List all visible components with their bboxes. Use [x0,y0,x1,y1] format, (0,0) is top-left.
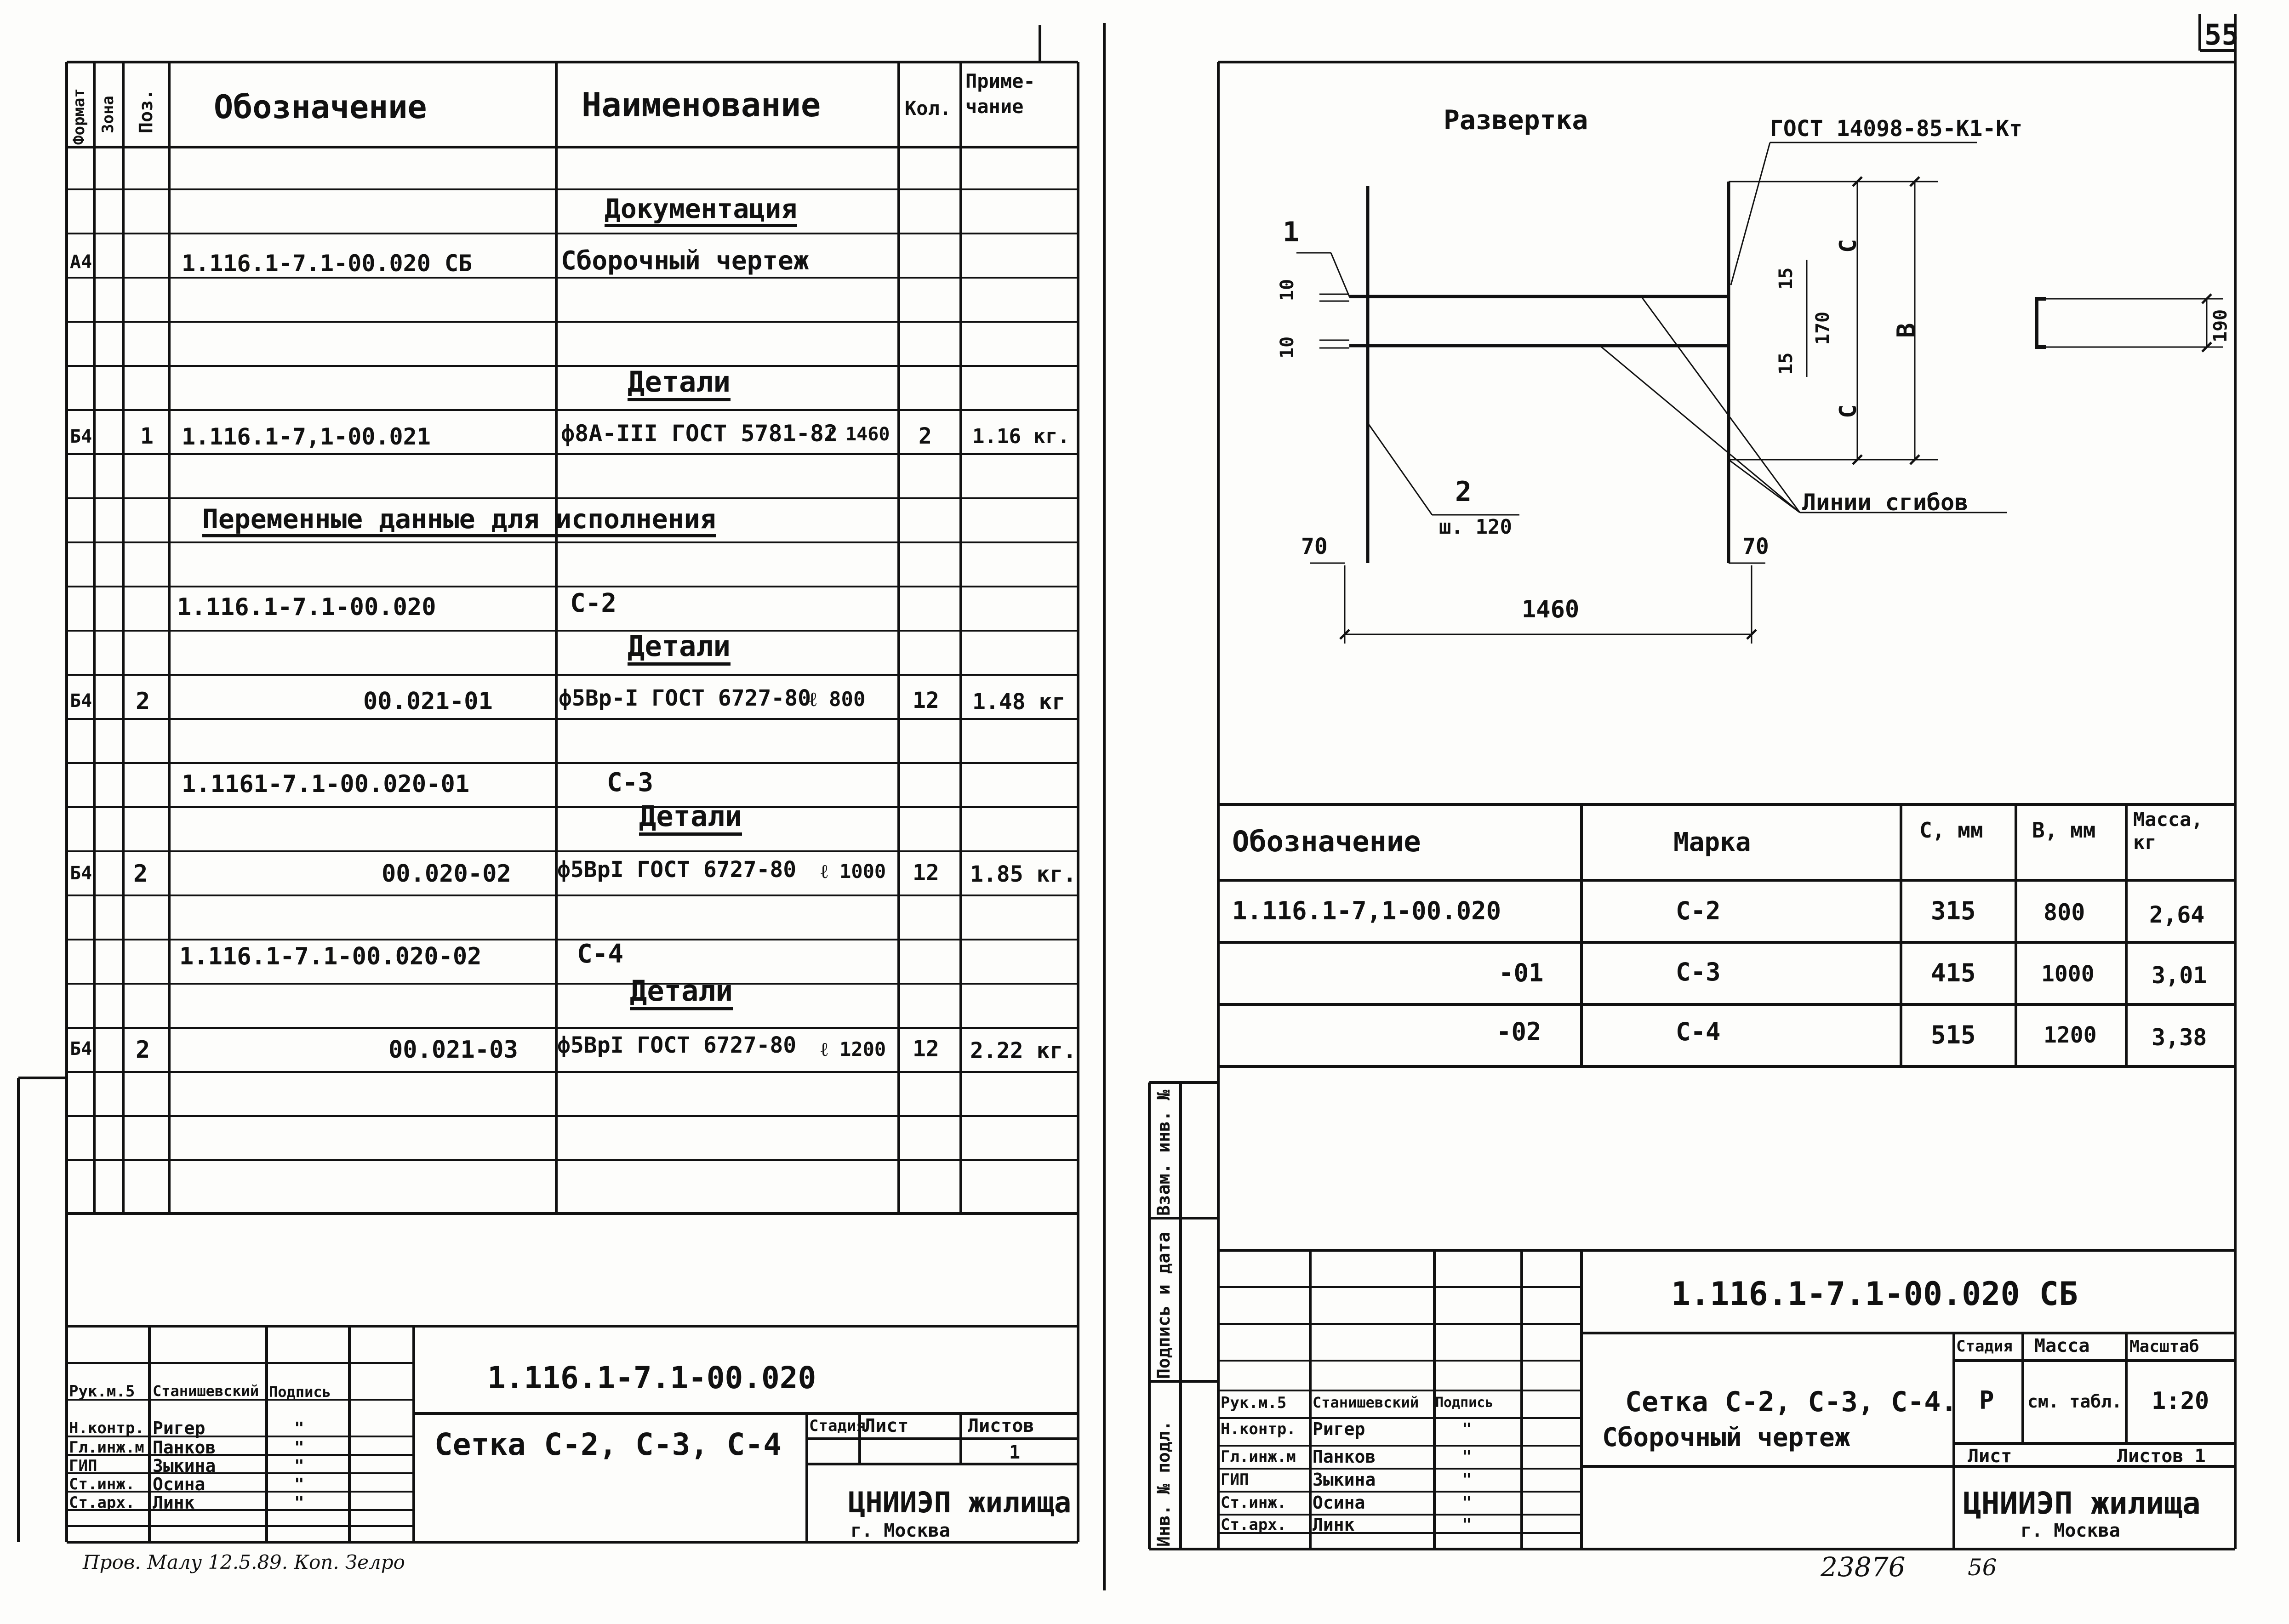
header-qty: Кол. [905,97,952,120]
dim-10-top: 10 [1277,279,1298,301]
table-cell-c: 315 [1931,896,1976,925]
variant-row-designation: 00.021-03 [388,1036,518,1064]
table-header-b: В, мм [2032,818,2096,843]
table-cell-mark: С-3 [1676,957,1721,986]
table-cell-b: 1200 [2044,1022,2097,1048]
sign-mark: " [1462,1493,1472,1512]
variant-row-format: Б4 [70,690,92,712]
sheets-label: Листов 1 [2117,1446,2206,1467]
detail-format: Б4 [70,426,92,447]
gost-label: ГОСТ 14098-85-К1-Кт [1770,116,2023,142]
role: ГИП [1221,1470,1249,1489]
variant-row-designation: 00.020-02 [382,860,511,888]
table-header-mass: Масса, кг [2133,808,2203,854]
header-note: Приме-чание [965,70,1035,118]
variant-row-length: ℓ 1000 [821,860,886,883]
name: Панков [153,1437,216,1458]
sign-mark: " [294,1438,304,1457]
name: Панков [1313,1447,1376,1467]
side-label-replaces: Взам. инв. № [1153,1089,1174,1216]
variant-mark: С-3 [607,768,654,798]
variant-mark: С-4 [577,939,624,969]
variant-row-note: 2.22 кг. [970,1038,1077,1064]
doc-designation: 1.116.1-7.1-00.020 СБ [182,250,473,277]
detail-note: 1.16 кг. [972,425,1070,448]
header-format: Формат [70,88,88,145]
table-cell-mass: 2,64 [2149,901,2205,928]
dim-c-top: С [1835,239,1861,253]
header-pos: Поз. [136,89,157,133]
variant-row-qty: 12 [913,860,939,886]
approval-note: Пров. Малу 12.5.89. Коп. Зелро [83,1551,405,1573]
variant-row-note: 1.85 кг. [970,861,1077,887]
dim-15-bottom: 15 [1775,352,1797,375]
role: Ст.инж. [69,1475,135,1493]
scale-value: 1:20 [2152,1387,2209,1415]
table-cell-mass: 3,01 [2152,962,2207,989]
sign-mark: " [294,1493,304,1512]
detail-pos: 1 [140,423,154,449]
table-cell-designation: 1.116.1-7,1-00.020 [1232,896,1501,925]
name: Линк [153,1493,195,1513]
table-cell-b: 800 [2044,899,2085,926]
name: Зыкина [1313,1470,1376,1490]
table-header-c: С, мм [1919,818,1983,843]
dim-1460: 1460 [1522,596,1580,623]
variant-row-pos: 2 [136,1036,150,1064]
sign-mark: " [1462,1516,1472,1534]
variant-row-name: ф5Вр-I ГОСТ 6727-80 [559,685,811,711]
org-city: г. Москва [851,1520,950,1541]
dim-70-right: 70 [1742,534,1769,559]
sheets-label: Листов [968,1415,1034,1436]
name: Ригер [153,1418,205,1438]
org-name: ЦНИИЭП жилища [848,1486,1072,1519]
variant-mark: С-2 [570,588,617,618]
variant-row-designation: 00.021-01 [363,688,493,715]
sign-mark: " [294,1419,304,1438]
table-cell-designation: -02 [1496,1017,1541,1046]
sign-mark: " [1462,1420,1472,1439]
variant-row-length: ℓ 800 [809,688,866,711]
table-cell-mark: С-2 [1676,896,1721,925]
sign-header: Подпись [1435,1395,1494,1411]
name: Ригер [1313,1419,1365,1439]
dim-70-left: 70 [1301,534,1328,559]
pos2-spacing: ш. 120 [1439,515,1512,539]
mass-value: см. табл. [2027,1391,2122,1412]
role: Рук.м.5 [1221,1394,1287,1412]
page-number: 55 [2204,18,2239,51]
table-cell-b: 1000 [2041,961,2095,987]
drawing-title: Развертка [1444,104,1588,136]
doc-name: Сборочный чертеж [561,246,809,276]
bend-lines-label: Линии сгибов [1802,489,1969,516]
role: Ст.инж. [1221,1493,1287,1512]
pos1-label: 1 [1283,216,1300,248]
role: Ст.арх. [69,1493,135,1512]
header-designation: Обозначение [214,88,427,126]
detail-name: ф8А-III ГОСТ 5781-82 [561,420,838,447]
variant-row-length: ℓ 1200 [821,1038,886,1060]
footer-inventory-number: 23876 [1821,1551,1906,1583]
variant-row-note: 1.48 кг [972,689,1066,715]
org-name: ЦНИИЭП жилища [1963,1486,2201,1521]
name: Станишевский [1313,1394,1419,1411]
detail-designation: 1.116.1-7,1-00.021 [182,423,431,450]
variant-section: Детали [639,802,742,836]
left-doc-code: 1.116.1-7.1-00.020 [487,1360,816,1396]
table-cell-c: 415 [1931,958,1976,987]
variant-row-name: ф5ВрI ГОСТ 6727-80 [557,857,797,883]
dim-b: В [1892,323,1921,338]
variant-row-pos: 2 [133,860,148,888]
dim-c-bottom: С [1835,404,1861,418]
role: Рук.м.5 [69,1382,135,1401]
name: Осина [153,1474,205,1494]
variant-row-format: Б4 [70,863,92,884]
variant-section: Детали [630,977,733,1010]
section-documentation: Документация [605,195,797,227]
sign-header: Подпись [269,1383,331,1401]
table-cell-mass: 3,38 [2152,1024,2207,1051]
variant-designation: 1.116.1-7.1-00.020 [177,593,436,621]
role: Гл.инж.м [1221,1447,1296,1466]
variant-designation: 1.116.1-7.1-00.020-02 [179,943,482,970]
role: Н.контр. [1221,1420,1296,1438]
dim-170: 170 [1812,311,1833,345]
variant-designation: 1.1161-7.1-00.020-01 [182,770,470,798]
dim-190: 190 [2210,309,2231,342]
pos2-label: 2 [1455,476,1472,508]
side-label-inventory: Инв. № подл. [1153,1420,1174,1547]
left-doc-title: Сетка С-2, С-3, С-4 [434,1427,782,1462]
sign-mark: " [294,1457,304,1476]
org-city: г. Москва [2021,1520,2120,1541]
name: Зыкина [153,1456,216,1476]
right-doc-code: 1.116.1-7.1-00.020 СБ [1671,1275,2078,1313]
header-zone: Зона [99,96,117,133]
variant-row-pos: 2 [136,688,150,715]
role: Ст.арх. [1221,1516,1287,1534]
section-details: Детали [628,368,731,401]
table-cell-c: 515 [1931,1020,1976,1049]
variant-row-name: ф5ВрI ГОСТ 6727-80 [557,1032,797,1058]
table-cell-mark: С-4 [1676,1017,1721,1046]
table-header-mark: Марка [1673,827,1751,857]
detail-length: ℓ 1460 [828,424,890,445]
name: Осина [1313,1493,1365,1513]
right-title-line2: Сборочный чертеж [1602,1423,1850,1453]
sheet-label: Лист [864,1415,909,1436]
dim-10-bottom: 10 [1277,336,1298,359]
variant-row-format: Б4 [70,1038,92,1060]
stage-label: Стадия [1956,1337,2013,1356]
name: Линк [1313,1515,1355,1535]
scale-label: Масштаб [2129,1337,2199,1356]
mass-label: Масса [2034,1335,2090,1356]
variant-row-qty: 12 [913,1036,939,1062]
stage-label: Стадия [809,1417,866,1435]
sheet-label: Лист [1968,1446,2012,1467]
role: ГИП [69,1457,97,1475]
variant-section: Детали [628,632,731,666]
right-title-line1: Сетка С-2, С-3, С-4. [1625,1386,1958,1418]
side-label-signature: Подпись и дата [1153,1231,1174,1379]
table-cell-designation: -01 [1499,958,1544,987]
dim-15-top: 15 [1775,267,1797,290]
doc-format: А4 [70,251,92,273]
header-name: Наименование [582,85,821,124]
footer-sheet-number: 56 [1968,1554,1997,1581]
stage-value: Р [1979,1386,1994,1415]
variant-row-qty: 12 [913,688,939,713]
sign-mark: " [1462,1470,1472,1489]
sign-mark: " [1462,1447,1472,1466]
sheets-value: 1 [1009,1442,1021,1463]
variable-data-label: Переменные данные для исполнения [202,506,716,537]
name: Станишевский [153,1382,259,1400]
sign-mark: " [294,1475,304,1494]
table-header-designation: Обозначение [1232,825,1421,858]
role: Гл.инж.м [69,1438,144,1457]
role: Н.контр. [69,1419,144,1437]
detail-qty: 2 [919,423,932,449]
